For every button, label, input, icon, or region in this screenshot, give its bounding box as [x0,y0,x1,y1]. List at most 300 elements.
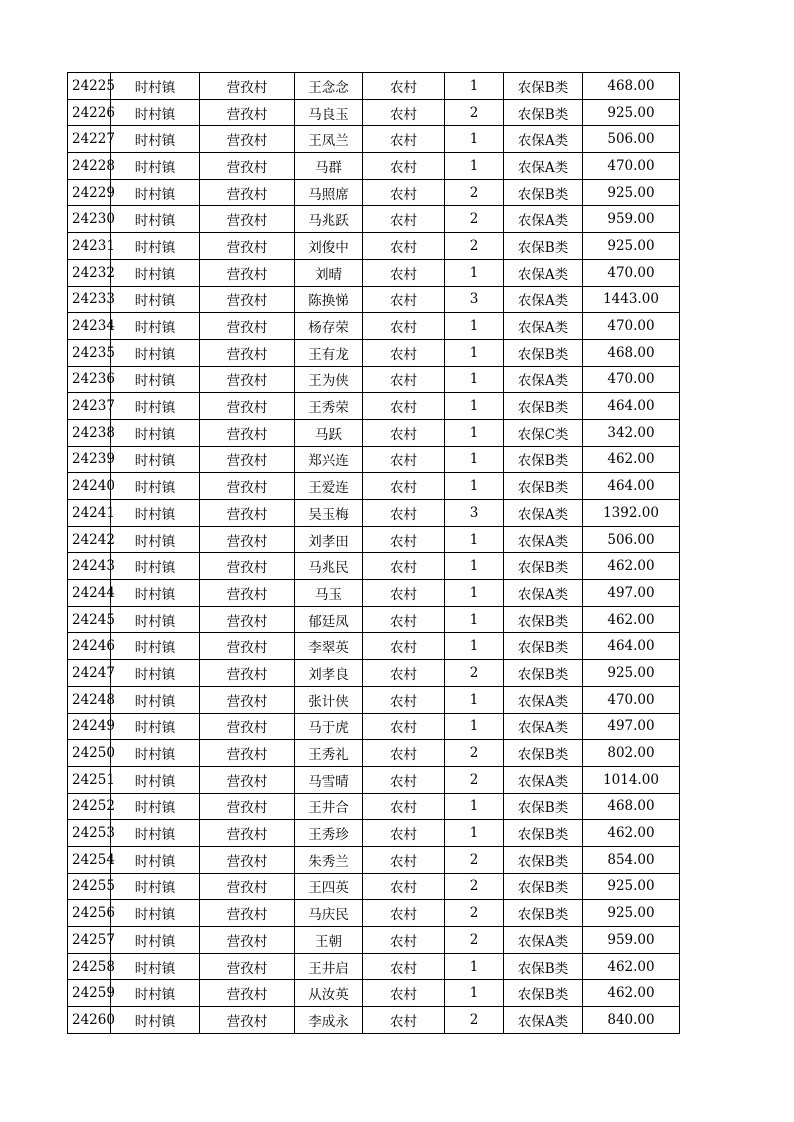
town-cell: 时村镇 [111,553,200,580]
table-row [68,99,680,126]
residence-type-cell: 农村 [363,873,445,900]
household-count-cell: 1 [445,446,504,473]
household-count-cell: 2 [445,179,504,206]
household-count-cell: 2 [445,740,504,767]
village-cell: 营孜村 [200,927,295,954]
household-count-cell: 1 [445,393,504,420]
table-row [68,660,680,687]
town-cell: 时村镇 [111,339,200,366]
insurance-category-cell: 农保A类 [504,713,583,740]
insurance-category-cell: 农保A类 [504,927,583,954]
town-cell: 时村镇 [111,393,200,420]
name-cell: 刘俊中 [295,233,363,260]
insurance-category-cell: 农保B类 [504,553,583,580]
table-body [68,73,680,1034]
town-cell: 时村镇 [111,580,200,607]
town-cell: 时村镇 [111,980,200,1007]
name-cell: 王秀珍 [295,820,363,847]
insurance-category-cell: 农保B类 [504,846,583,873]
village-cell: 营孜村 [200,99,295,126]
record-id-cell: 24236 [68,366,111,393]
record-id-cell: 24230 [68,206,111,233]
record-id-cell: 24249 [68,713,111,740]
name-cell: 马群 [295,153,363,180]
town-cell: 时村镇 [111,1007,200,1034]
town-cell: 时村镇 [111,473,200,500]
residence-type-cell: 农村 [363,233,445,260]
town-cell: 时村镇 [111,873,200,900]
amount-cell: 470.00 [583,366,680,393]
village-cell: 营孜村 [200,366,295,393]
household-count-cell: 2 [445,1007,504,1034]
name-cell: 郑兴连 [295,446,363,473]
table-row [68,473,680,500]
record-id-cell: 24248 [68,686,111,713]
household-count-cell: 1 [445,259,504,286]
insurance-category-cell: 农保B类 [504,900,583,927]
amount-cell: 462.00 [583,553,680,580]
name-cell: 马兆民 [295,553,363,580]
insurance-category-cell: 农保A类 [504,259,583,286]
residence-type-cell: 农村 [363,820,445,847]
village-cell: 营孜村 [200,313,295,340]
insurance-category-cell: 农保B类 [504,99,583,126]
table-row [68,927,680,954]
amount-cell: 464.00 [583,473,680,500]
table-row [68,900,680,927]
insurance-category-cell: 农保A类 [504,206,583,233]
record-id-cell: 24238 [68,419,111,446]
amount-cell: 342.00 [583,419,680,446]
table-row [68,740,680,767]
table-row [68,313,680,340]
name-cell: 吴玉梅 [295,500,363,527]
residence-type-cell: 农村 [363,553,445,580]
table-row [68,153,680,180]
town-cell: 时村镇 [111,927,200,954]
residence-type-cell: 农村 [363,126,445,153]
village-cell: 营孜村 [200,206,295,233]
name-cell: 郁廷凤 [295,606,363,633]
name-cell: 陈换悌 [295,286,363,313]
table-row [68,820,680,847]
residence-type-cell: 农村 [363,99,445,126]
insurance-category-cell: 农保A类 [504,153,583,180]
insurance-category-cell: 农保B类 [504,179,583,206]
amount-cell: 470.00 [583,313,680,340]
table-row [68,580,680,607]
insurance-category-cell: 农保B类 [504,873,583,900]
residence-type-cell: 农村 [363,366,445,393]
insurance-category-cell: 农保B类 [504,633,583,660]
record-id-cell: 24252 [68,793,111,820]
name-cell: 王井合 [295,793,363,820]
residence-type-cell: 农村 [363,473,445,500]
village-cell: 营孜村 [200,900,295,927]
household-count-cell: 1 [445,686,504,713]
town-cell: 时村镇 [111,99,200,126]
table-row [68,846,680,873]
amount-cell: 462.00 [583,606,680,633]
record-id-cell: 24257 [68,927,111,954]
amount-cell: 497.00 [583,713,680,740]
amount-cell: 802.00 [583,740,680,767]
amount-cell: 464.00 [583,393,680,420]
residence-type-cell: 农村 [363,179,445,206]
residence-type-cell: 农村 [363,846,445,873]
table-row [68,73,680,100]
village-cell: 营孜村 [200,606,295,633]
record-id-cell: 24255 [68,873,111,900]
record-id-cell: 24225 [68,73,111,100]
amount-cell: 959.00 [583,206,680,233]
village-cell: 营孜村 [200,126,295,153]
insurance-category-cell: 农保A类 [504,126,583,153]
name-cell: 朱秀兰 [295,846,363,873]
amount-cell: 462.00 [583,980,680,1007]
insurance-category-cell: 农保B类 [504,660,583,687]
town-cell: 时村镇 [111,766,200,793]
amount-cell: 470.00 [583,153,680,180]
insurance-category-cell: 农保B类 [504,393,583,420]
village-cell: 营孜村 [200,846,295,873]
residence-type-cell: 农村 [363,980,445,1007]
residence-type-cell: 农村 [363,927,445,954]
record-id-cell: 24227 [68,126,111,153]
residence-type-cell: 农村 [363,446,445,473]
residence-type-cell: 农村 [363,153,445,180]
record-id-cell: 24244 [68,580,111,607]
table-row [68,179,680,206]
amount-cell: 497.00 [583,580,680,607]
name-cell: 马跃 [295,419,363,446]
insurance-category-cell: 农保B类 [504,339,583,366]
household-count-cell: 2 [445,99,504,126]
residence-type-cell: 农村 [363,686,445,713]
record-id-cell: 24237 [68,393,111,420]
amount-cell: 854.00 [583,846,680,873]
town-cell: 时村镇 [111,126,200,153]
residence-type-cell: 农村 [363,793,445,820]
residence-type-cell: 农村 [363,900,445,927]
village-cell: 营孜村 [200,473,295,500]
name-cell: 从汝英 [295,980,363,1007]
village-cell: 营孜村 [200,820,295,847]
table-row [68,873,680,900]
name-cell: 王井启 [295,953,363,980]
residence-type-cell: 农村 [363,286,445,313]
household-count-cell: 1 [445,126,504,153]
insurance-category-cell: 农保B类 [504,820,583,847]
household-count-cell: 2 [445,766,504,793]
town-cell: 时村镇 [111,73,200,100]
table-row [68,126,680,153]
insurance-category-cell: 农保A类 [504,286,583,313]
name-cell: 王朝 [295,927,363,954]
town-cell: 时村镇 [111,366,200,393]
household-count-cell: 1 [445,339,504,366]
table-row [68,419,680,446]
town-cell: 时村镇 [111,793,200,820]
residence-type-cell: 农村 [363,526,445,553]
record-id-cell: 24232 [68,259,111,286]
residence-type-cell: 农村 [363,740,445,767]
amount-cell: 925.00 [583,179,680,206]
village-cell: 营孜村 [200,500,295,527]
household-count-cell: 2 [445,900,504,927]
insurance-category-cell: 农保A类 [504,580,583,607]
household-count-cell: 2 [445,233,504,260]
household-count-cell: 1 [445,473,504,500]
residence-type-cell: 农村 [363,713,445,740]
name-cell: 马良玉 [295,99,363,126]
record-id-cell: 24239 [68,446,111,473]
residence-type-cell: 农村 [363,259,445,286]
town-cell: 时村镇 [111,686,200,713]
record-id-cell: 24234 [68,313,111,340]
household-count-cell: 1 [445,606,504,633]
record-id-cell: 24241 [68,500,111,527]
village-cell: 营孜村 [200,153,295,180]
subsidy-table [67,72,680,1034]
residence-type-cell: 农村 [363,313,445,340]
residence-type-cell: 农村 [363,206,445,233]
name-cell: 马庆民 [295,900,363,927]
village-cell: 营孜村 [200,686,295,713]
village-cell: 营孜村 [200,580,295,607]
name-cell: 张计侠 [295,686,363,713]
insurance-category-cell: 农保B类 [504,740,583,767]
village-cell: 营孜村 [200,286,295,313]
table-row [68,500,680,527]
table-row [68,686,680,713]
residence-type-cell: 农村 [363,953,445,980]
name-cell: 王凤兰 [295,126,363,153]
village-cell: 营孜村 [200,660,295,687]
residence-type-cell: 农村 [363,339,445,366]
town-cell: 时村镇 [111,259,200,286]
village-cell: 营孜村 [200,526,295,553]
town-cell: 时村镇 [111,713,200,740]
town-cell: 时村镇 [111,526,200,553]
town-cell: 时村镇 [111,206,200,233]
residence-type-cell: 农村 [363,393,445,420]
record-id-cell: 24254 [68,846,111,873]
name-cell: 刘晴 [295,259,363,286]
name-cell: 马兆跃 [295,206,363,233]
village-cell: 营孜村 [200,233,295,260]
village-cell: 营孜村 [200,446,295,473]
insurance-category-cell: 农保B类 [504,953,583,980]
village-cell: 营孜村 [200,953,295,980]
record-id-cell: 24242 [68,526,111,553]
residence-type-cell: 农村 [363,580,445,607]
name-cell: 李翠英 [295,633,363,660]
household-count-cell: 1 [445,580,504,607]
town-cell: 时村镇 [111,233,200,260]
table-row [68,633,680,660]
insurance-category-cell: 农保A类 [504,366,583,393]
name-cell: 王秀礼 [295,740,363,767]
village-cell: 营孜村 [200,259,295,286]
amount-cell: 1392.00 [583,500,680,527]
name-cell: 马于虎 [295,713,363,740]
table-row [68,713,680,740]
record-id-cell: 24243 [68,553,111,580]
insurance-category-cell: 农保A类 [504,686,583,713]
town-cell: 时村镇 [111,740,200,767]
household-count-cell: 2 [445,873,504,900]
village-cell: 营孜村 [200,419,295,446]
household-count-cell: 2 [445,206,504,233]
table-row [68,446,680,473]
household-count-cell: 1 [445,980,504,1007]
record-id-cell: 24256 [68,900,111,927]
amount-cell: 462.00 [583,820,680,847]
table-row [68,366,680,393]
household-count-cell: 3 [445,500,504,527]
amount-cell: 468.00 [583,793,680,820]
record-id-cell: 24245 [68,606,111,633]
amount-cell: 925.00 [583,233,680,260]
amount-cell: 506.00 [583,126,680,153]
town-cell: 时村镇 [111,846,200,873]
record-id-cell: 24226 [68,99,111,126]
table-row [68,206,680,233]
amount-cell: 462.00 [583,446,680,473]
amount-cell: 470.00 [583,259,680,286]
residence-type-cell: 农村 [363,73,445,100]
village-cell: 营孜村 [200,339,295,366]
residence-type-cell: 农村 [363,1007,445,1034]
amount-cell: 959.00 [583,927,680,954]
village-cell: 营孜村 [200,873,295,900]
insurance-category-cell: 农保B类 [504,446,583,473]
amount-cell: 1014.00 [583,766,680,793]
table-row [68,259,680,286]
amount-cell: 506.00 [583,526,680,553]
amount-cell: 462.00 [583,953,680,980]
name-cell: 王有龙 [295,339,363,366]
household-count-cell: 1 [445,713,504,740]
record-id-cell: 24228 [68,153,111,180]
household-count-cell: 2 [445,927,504,954]
village-cell: 营孜村 [200,740,295,767]
insurance-category-cell: 农保A类 [504,526,583,553]
insurance-category-cell: 农保B类 [504,606,583,633]
insurance-category-cell: 农保B类 [504,73,583,100]
record-id-cell: 24258 [68,953,111,980]
residence-type-cell: 农村 [363,606,445,633]
village-cell: 营孜村 [200,766,295,793]
record-id-cell: 24250 [68,740,111,767]
name-cell: 马玉 [295,580,363,607]
town-cell: 时村镇 [111,419,200,446]
household-count-cell: 1 [445,153,504,180]
name-cell: 杨存荣 [295,313,363,340]
amount-cell: 925.00 [583,900,680,927]
record-id-cell: 24253 [68,820,111,847]
insurance-category-cell: 农保C类 [504,419,583,446]
table-row [68,339,680,366]
record-id-cell: 24260 [68,1007,111,1034]
household-count-cell: 1 [445,313,504,340]
insurance-category-cell: 农保A类 [504,500,583,527]
town-cell: 时村镇 [111,953,200,980]
name-cell: 王为侠 [295,366,363,393]
name-cell: 王爱连 [295,473,363,500]
village-cell: 营孜村 [200,73,295,100]
town-cell: 时村镇 [111,633,200,660]
village-cell: 营孜村 [200,179,295,206]
town-cell: 时村镇 [111,606,200,633]
village-cell: 营孜村 [200,980,295,1007]
household-count-cell: 1 [445,419,504,446]
household-count-cell: 1 [445,366,504,393]
table-row [68,1007,680,1034]
name-cell: 李成永 [295,1007,363,1034]
town-cell: 时村镇 [111,446,200,473]
amount-cell: 464.00 [583,633,680,660]
table-row [68,526,680,553]
household-count-cell: 1 [445,553,504,580]
record-id-cell: 24259 [68,980,111,1007]
town-cell: 时村镇 [111,660,200,687]
amount-cell: 925.00 [583,873,680,900]
amount-cell: 468.00 [583,339,680,366]
residence-type-cell: 农村 [363,633,445,660]
village-cell: 营孜村 [200,553,295,580]
village-cell: 营孜村 [200,713,295,740]
amount-cell: 470.00 [583,686,680,713]
town-cell: 时村镇 [111,500,200,527]
table-row [68,286,680,313]
town-cell: 时村镇 [111,313,200,340]
table-row [68,606,680,633]
table-row [68,553,680,580]
table-row [68,953,680,980]
name-cell: 马照席 [295,179,363,206]
insurance-category-cell: 农保A类 [504,313,583,340]
name-cell: 刘孝良 [295,660,363,687]
name-cell: 王念念 [295,73,363,100]
name-cell: 王四英 [295,873,363,900]
town-cell: 时村镇 [111,820,200,847]
village-cell: 营孜村 [200,793,295,820]
village-cell: 营孜村 [200,393,295,420]
record-id-cell: 24240 [68,473,111,500]
record-id-cell: 24247 [68,660,111,687]
town-cell: 时村镇 [111,179,200,206]
household-count-cell: 2 [445,660,504,687]
residence-type-cell: 农村 [363,660,445,687]
amount-cell: 925.00 [583,660,680,687]
residence-type-cell: 农村 [363,766,445,793]
name-cell: 刘孝田 [295,526,363,553]
table-row [68,766,680,793]
table-row [68,980,680,1007]
household-count-cell: 1 [445,793,504,820]
insurance-category-cell: 农保B类 [504,473,583,500]
household-count-cell: 1 [445,633,504,660]
village-cell: 营孜村 [200,1007,295,1034]
table-row [68,793,680,820]
record-id-cell: 24233 [68,286,111,313]
residence-type-cell: 农村 [363,500,445,527]
record-id-cell: 24231 [68,233,111,260]
household-count-cell: 1 [445,73,504,100]
record-id-cell: 24251 [68,766,111,793]
